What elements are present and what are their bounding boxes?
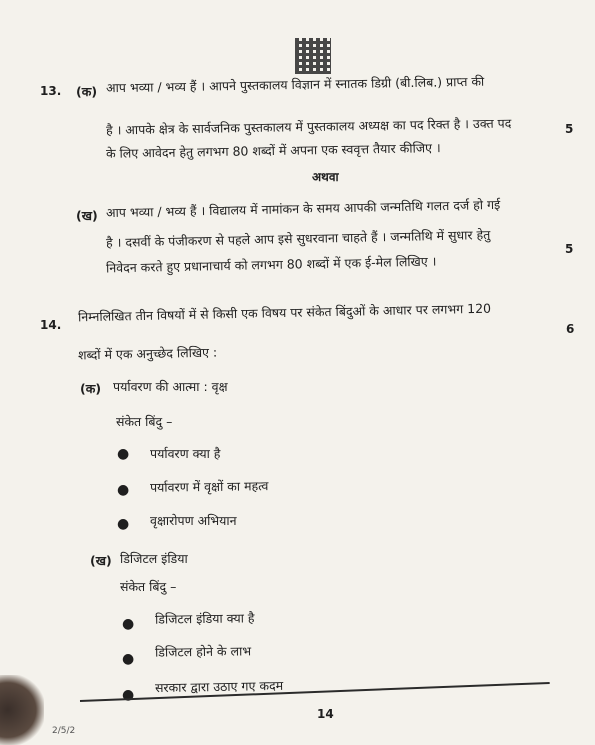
question-13-number: 13. — [40, 84, 62, 98]
question-14-number: 14. — [40, 318, 62, 332]
topic-b-hint: संकेत बिंदु – — [120, 579, 177, 594]
footer-rule — [80, 682, 550, 702]
q14-marks: 6 — [566, 322, 575, 336]
topic-a-hint: संकेत बिंदु – — [116, 414, 173, 429]
q14-line-2: शब्दों में एक अनुच्छेद लिखिए : — [77, 344, 218, 363]
topic-b-title: डिजिटल इंडिया — [120, 551, 188, 566]
bullet-icon: ● — [122, 687, 135, 703]
bullet-icon: ● — [117, 482, 130, 498]
q14-line-1: निम्नलिखित तीन विषयों में से किसी एक विषय पर संकेत बिंदुओं के आधार पर लगभग 120 — [77, 300, 492, 325]
paper-code: 2/5/2 — [52, 726, 76, 736]
topic-a-point-3: वृक्षारोपण अभियान — [150, 513, 237, 528]
thumb-shadow — [0, 675, 44, 745]
bullet-icon: ● — [117, 516, 130, 532]
topic-b-point-1: डिजिटल इंडिया क्या है — [154, 610, 255, 627]
q13-a-marks: 5 — [565, 122, 574, 136]
topic-a-label: (क) — [80, 381, 102, 396]
q13-b-line-2: है । दसवीं के पंजीकरण से पहले आप इसे सुधरवाना चाहते हैं । जन्मतिथि में सुधार हेतु — [105, 226, 491, 251]
qr-code-icon — [295, 38, 331, 74]
q13-b-marks: 5 — [565, 242, 574, 256]
q13-b-line-3: निवेदन करते हुए प्रधानाचार्य को लगभग 80 शब्दों में एक ई-मेल लिखिए । — [105, 253, 437, 276]
topic-b-label: (ख) — [90, 553, 112, 568]
q13-b-label: (ख) — [76, 208, 98, 223]
bullet-icon: ● — [122, 616, 135, 632]
topic-a-point-2: पर्यावरण में वृक्षों का महत्व — [149, 478, 269, 495]
page-number: 14 — [317, 707, 334, 721]
q13-b-line-1: आप भव्या / भव्य हैं । विद्यालय में नामांकन के समय आपकी जन्मतिथि गलत दर्ज हो गई — [105, 196, 501, 221]
q13-a-label: (क) — [76, 84, 98, 99]
q13-a-line-3: के लिए आवेदन हेतु लगभग 80 शब्दों में अपना एक स्ववृत्त तैयार कीजिए । — [105, 140, 441, 161]
topic-b-point-2: डिजिटल होने के लाभ — [154, 643, 252, 660]
or-label: अथवा — [312, 170, 339, 184]
topic-b-point-3: सरकार द्वारा उठाए गए कदम — [154, 677, 284, 696]
q13-a-line-1: आप भव्या / भव्य हैं । आपने पुस्तकालय विज्ञान में स्नातक डिग्री (बी.लिब.) प्राप्त की — [105, 73, 485, 96]
q13-a-line-2: है । आपके क्षेत्र के सार्वजनिक पुस्तकालय में पुस्तकालय अध्यक्ष का पद रिक्त है । उक्त पद — [105, 115, 512, 138]
bullet-icon: ● — [117, 446, 130, 462]
topic-a-point-1: पर्यावरण क्या है — [150, 446, 221, 461]
bullet-icon: ● — [122, 651, 135, 667]
topic-a-title: पर्यावरण की आत्मा : वृक्ष — [113, 379, 228, 394]
